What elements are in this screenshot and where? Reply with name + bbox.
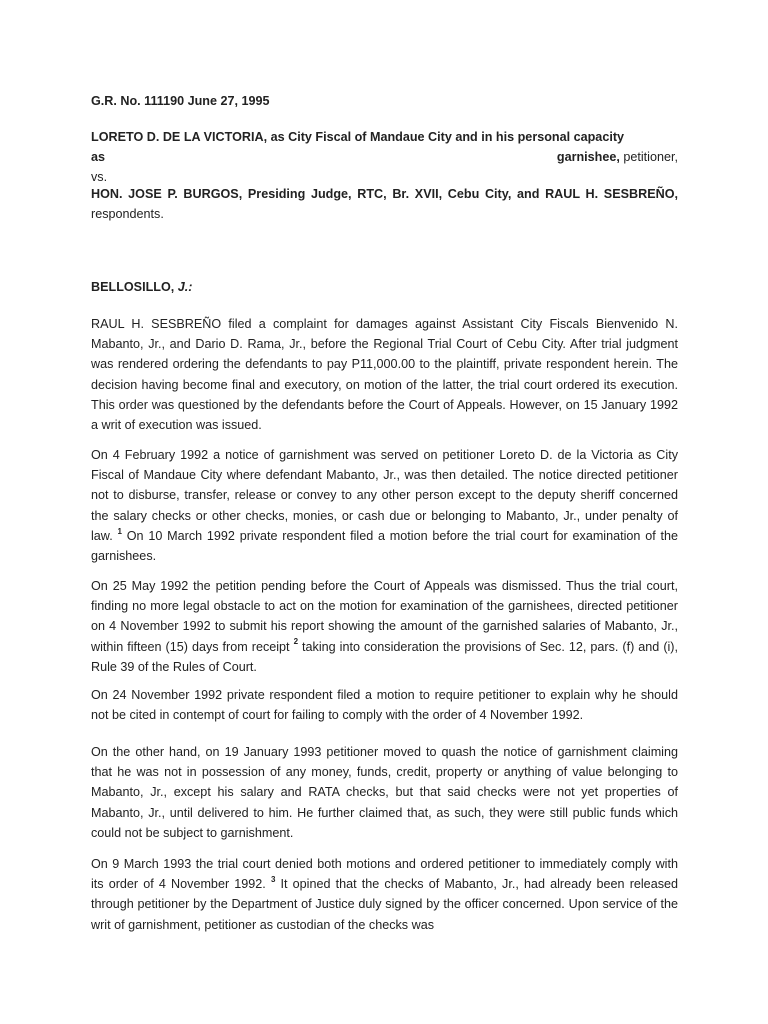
- paragraph-2-text-a: On 4 February 1992 a notice of garnishment was served on petitioner Loreto D. de la Victoria as City Fiscal of Mandaue City where defendant Mabanto, Jr., was then detailed. The notice directed petitioner not to disburse, transfer, release or convey to any other person except to the deputy sheriff concerned the salary checks or other checks, monies, or cash due or belonging to Mabanto, Jr., under penalty of law.: [91, 448, 678, 543]
- paragraph-4: On 24 November 1992 private respondent filed a motion to require petitioner to explain why he should not be cited in contempt of court for failing to comply with the order of 4 November 1992.: [91, 688, 678, 723]
- footnote-2-ref[interactable]: 2: [293, 637, 299, 647]
- petitioner-role: [557, 147, 678, 167]
- petitioner-role-line: [91, 147, 678, 167]
- paragraph-6-text-b: It opined that the checks of Mabanto, Jr., had already been released through petitioner by the Department of Justice duly signed by the officer concerned. Upon service of the writ of garnishment, petitioner as custodian of the checks was: [91, 877, 679, 932]
- paragraph-3-text-b: taking into consideration the provisions of Sec. 12, pars. (f) and (i), Rule 39 of the Rules of Court.: [91, 639, 679, 674]
- paragraph-2: [91, 445, 678, 566]
- paragraph-2-text-b: On 10 March 1992 private respondent filed a motion before the trial court for examination of the garnishees.: [91, 528, 679, 564]
- versus: vs.: [91, 170, 108, 185]
- paragraph-6: [91, 854, 678, 935]
- footnote-1-ref[interactable]: 1: [117, 526, 122, 536]
- paragraph-1: RAUL H. SESBREÑO filed a complaint for damages against Assistant City Fiscals Bienvenido N. Mabanto, Jr., and Dario D. Rama, Jr., before the Regional Trial Court of Cebu City. After trial judgment was rendered ordering the defendants to pay P11,000.00 to the plaintiff, private respondent herein. The decision having become final and executory, on motion of the latter, the trial court ordered its execution. This order was questioned by the defendants before the Court of Appeals. However, on 15 January 1992 a writ of execution was issued.: [91, 317, 678, 433]
- paragraph-5: On the other hand, on 19 January 1993 petitioner moved to quash the notice of garnishment claiming that he was not in possession of any money, funds, credit, property or anything of value belonging to Mabanto, Jr., except his salary and RATA checks, but that said checks were not yet properties of Mabanto, Jr., until delivered to him. He further claimed that, as such, they were still public funds which could not be subject to garnishment.: [91, 745, 678, 840]
- ponente-suffix: J.:: [177, 280, 193, 294]
- respondents-label: respondents.: [91, 207, 164, 222]
- respondents-names: HON. JOSE P. BURGOS, Presiding Judge, RTC, Br. XVII, Cebu City, and RAUL H. SESBREÑO,: [91, 187, 678, 201]
- petitioner-name: LORETO D. DE LA VICTORIA, as City Fiscal of Mandaue City and in his personal capacity: [91, 130, 625, 144]
- petitioner-label: petitioner,: [623, 150, 678, 165]
- petitioner-caption: [91, 127, 678, 188]
- ponente-name: BELLOSILLO,: [91, 280, 175, 294]
- paragraph-6-text-a: On 9 March 1993 the trial court denied both motions and ordered petitioner to immediately comply with its order of 4 November 1992.: [91, 857, 678, 892]
- footnote-3-ref[interactable]: 3: [270, 875, 276, 885]
- petitioner-as: as: [91, 150, 106, 165]
- paragraph-3: [91, 576, 678, 677]
- case-number: G.R. No. 111190 June 27, 1995: [91, 94, 270, 108]
- paragraph-3-text-a: On 25 May 1992 the petition pending before the Court of Appeals was dismissed. Thus the trial court, finding no more legal obstacle to act on the motion for examination of the garnishees, directed petitioner on 4 November 1992 to submit his report showing the amount of the garnished salaries of Mabanto, Jr., within fifteen (15) days from receipt: [91, 579, 678, 654]
- garnishee-label: garnishee,: [556, 150, 620, 165]
- respondents-caption: [91, 184, 678, 224]
- ponente: [91, 277, 678, 297]
